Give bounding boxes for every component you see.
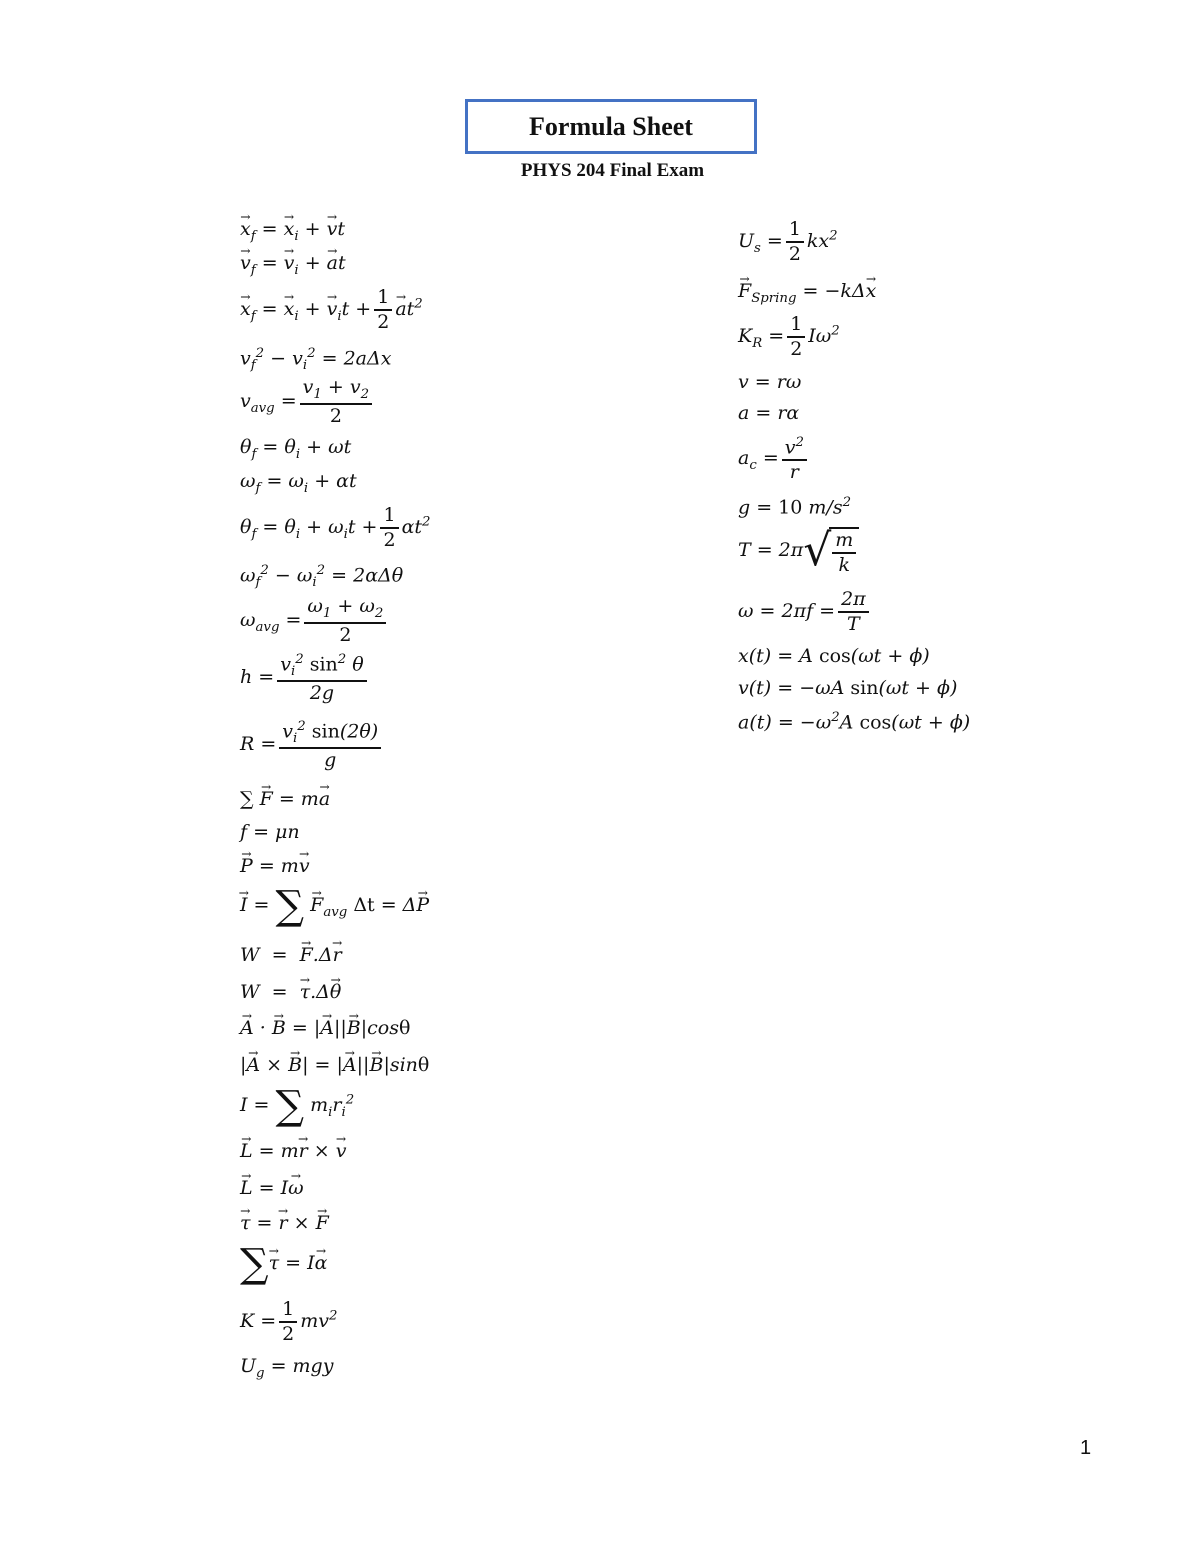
formula-shm-acceleration: $a(t) = -\omega^2A$ cos(ωt + ϕ): [738, 710, 971, 734]
page-number: 1: [1080, 1437, 1092, 1459]
formula-dot-product: → A · → B = |→ A||→ B|cosθ: [240, 1019, 410, 1038]
formula-work-torque: W = → τ.Δ→ θ: [240, 983, 341, 1002]
formula-angular-velocity: $\omega_f = \omega_i + \alpha t$: [240, 470, 357, 496]
formula-friction: f = μn: [240, 821, 300, 843]
formula-centripetal-accel: $a_c$ = $\frac{v^2}{r}$: [738, 436, 810, 482]
formula-average-angular-velocity: $\omega_{avg}$ = $\frac{\omega_1 + \omega_2}{2}$: [240, 597, 389, 645]
formula-velocity-accel: → $v_f$ = → $v_i$ + → at: [240, 254, 346, 277]
formula-angular-position-accel: $\theta_f = \theta_i + \omega_it$ + $\frac{1}{2}$ $\alpha t^2$: [240, 504, 431, 551]
formula-angular-momentum-cross: → L = m→ r × → v: [240, 1142, 346, 1161]
formula-position-accel: → $x_f$ = → $x_i$ + → $v_it$ + $\frac{1}{2}$ → $at^2$: [240, 288, 423, 332]
page-subtitle: PHYS 204 Final Exam: [520, 160, 705, 181]
page-title: Formula Sheet: [529, 111, 693, 141]
formula-gravitational-potential: $U_g$ = mgy: [240, 1355, 334, 1381]
title-box: [465, 99, 757, 154]
formula-work-force: W = → F.Δ→ r: [240, 946, 342, 965]
formula-spring-force: → $F_{Spring} = -k\Delta\to x$: [738, 282, 876, 305]
formula-average-velocity: $v_{avg}$ = $\frac{v_1 + v_2}{2}$: [240, 378, 375, 426]
formula-gravity: g = 10 $m/s^2$: [738, 495, 852, 519]
formula-momentum: → P = m→ v: [240, 857, 310, 876]
formula-period-spring: T = 2π √ $\frac{m}{k}$: [738, 527, 859, 575]
formula-torque: → τ = → r × → F: [240, 1214, 329, 1233]
formula-cross-product: |→ A × → B| = |→ A||→ B|sinθ: [240, 1056, 429, 1075]
formula-rotational-newton: ∑→ τ = I→ α: [240, 1248, 327, 1280]
formula-velocity-squared: $v_f^2 - v_i^2 = 2a\Delta x$: [240, 346, 392, 374]
formula-angular-position: $\theta_f = \theta_i + \omega t$: [240, 436, 352, 462]
formula-angular-momentum: → L = I→ ω: [240, 1179, 304, 1198]
formula-range: R = $\frac{v_i^2 \sin(2\theta)}{g}$: [240, 720, 384, 770]
formula-max-height: h = $\frac{v_i^2 \sin^2 \theta}{2g}$: [240, 653, 370, 703]
formula-angular-frequency: ω = 2πf = $\frac{2\pi}{T}$: [738, 590, 872, 634]
formula-impulse: → I = ∑ → $F_{avg}$ Δt = Δ→ P: [240, 890, 429, 922]
formula-angular-velocity-squared: $\omega_f^2 - \omega_i^2 = 2\alpha\Delta\theta$: [240, 563, 404, 591]
formula-kinetic-energy: K = $\frac{1}{2}$ $mv^2$: [240, 1298, 338, 1345]
formula-tangential-accel: a = rα: [738, 402, 800, 424]
formula-position-velocity: → $x_f$ = → $x_i$ + → vt: [240, 220, 345, 243]
formula-linear-velocity: v = rω: [738, 371, 802, 393]
formula-shm-position: x(t) = A cos(ωt + ϕ): [738, 645, 930, 667]
formula-rotational-kinetic: $K_R$ = $\frac{1}{2}$ $I\omega^2$: [738, 313, 840, 360]
formula-spring-potential: $U_s$ = $\frac{1}{2}$ $kx^2$: [738, 218, 838, 265]
formula-moment-of-inertia: I = ∑ $m_ir_i^2$: [240, 1083, 355, 1129]
formula-shm-velocity: v(t) = −ωA sin(ωt + ϕ): [738, 677, 958, 699]
formula-newton-second-law: ∑ → F = m→ a: [240, 790, 330, 809]
